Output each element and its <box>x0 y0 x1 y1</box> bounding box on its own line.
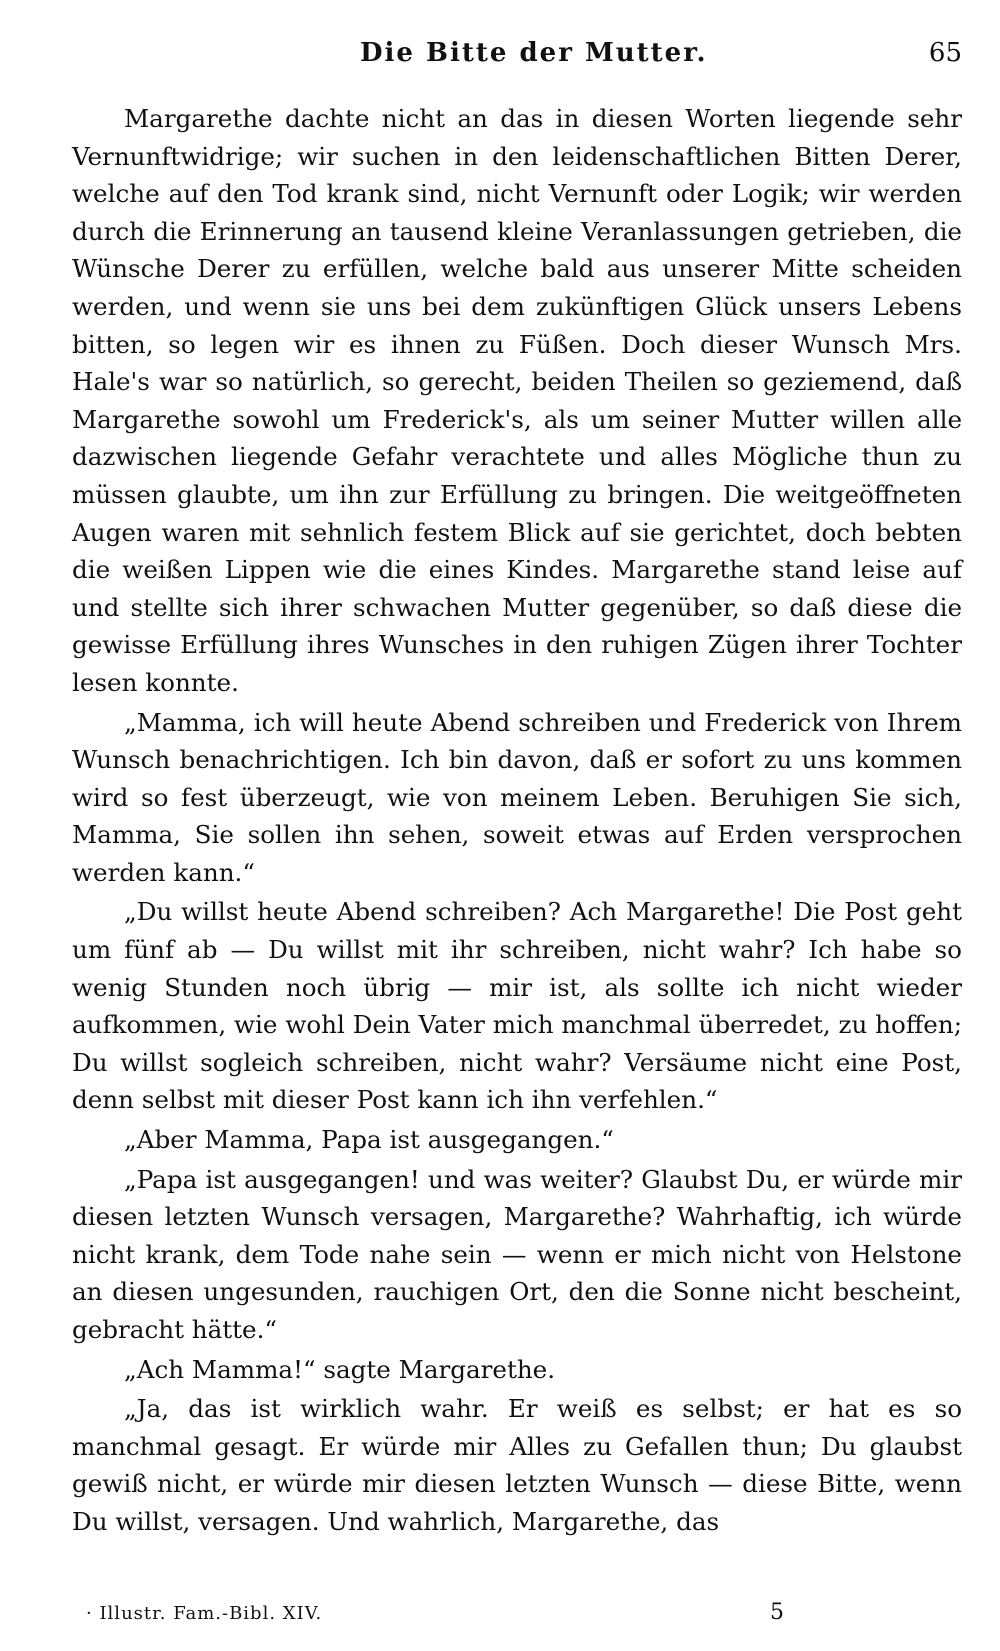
signature-mark: 5 <box>770 1600 784 1625</box>
paragraph: „Papa ist ausgegangen! und was weiter? Glaubst Du, er würde mir diesen letzten Wunsch versagen, Margarethe? Wahrhaftig, ich würde nicht krank, dem Tode nahe sein — wenn er mich nicht von Helstone an diesen ungesunden, rauchigen Ort, den die Sonne nicht bescheint, gebracht hätte.“ <box>72 1164 962 1344</box>
page-number: 65 <box>928 38 962 68</box>
running-title: Die Bitte der Mutter. <box>360 38 708 68</box>
paragraph: Margarethe dachte nicht an das in diesen Worten liegende sehr Vernunftwidrige; wir suchen in den leidenschaftlichen Bitten Derer, welche auf den Tod krank sind, nicht Vernunft oder Logik; wir werden durch die Erinnerung an tausend kleine Veranlassungen getrieben, die Wünsche Derer zu erfüllen, welche bald aus unserer Mitte scheiden werden, und wenn sie uns bei dem zukünftigen Glück unsers Lebens bitten, so legen wir es ihnen zu Füßen. Doch dieser Wunsch Mrs. Hale's war so natürlich, so gerecht, beiden Theilen so geziemend, daß Margarethe sowohl um Frederick's, als um seiner Mutter willen alle dazwischen liegende Gefahr verachtete und alles Mögliche thun zu müssen glaubte, um ihn zur Erfüllung zu bringen. Die weitgeöffneten Augen waren mit sehnlich festem Blick auf sie gerichtet, doch bebten die weißen Lippen wie die eines Kindes. Margarethe stand leise auf und stellte sich ihrer schwachen Mutter gegenüber, so daß diese die gewisse Erfüllung ihres Wunsches in den ruhigen Zügen ihrer Tochter lesen konnte. <box>72 104 962 697</box>
paragraph: „Ja, das ist wirklich wahr. Er weiß es selbst; er hat es so manchmal gesagt. Er würde mir Alles zu Gefallen thun; Du glaubst gewiß nicht, er würde mir diesen letzten Wunsch — diese Bitte, wenn Du willst, versagen. Und wahrlich, Margarethe, das <box>72 1394 962 1536</box>
paragraph: „Ach Mamma!“ sagte Margarethe. <box>124 1354 556 1384</box>
paragraph: „Du willst heute Abend schreiben? Ach Margarethe! Die Post geht um fünf ab — Du willst mit ihr schreiben, nicht wahr? Ich habe so wenig Stunden noch übrig — mir ist, als sollte ich nicht wieder aufkommen, wie wohl Dein Vater mich manchmal überredet, zu hoffen; Du willst sogleich schreiben, nicht wahr? Versäume nicht eine Post, denn selbst mit dieser Post kann ich ihn verfehlen.“ <box>72 897 962 1115</box>
body-text <box>72 100 962 1541</box>
printer-signature: · Illustr. Fam.-Bibl. XIV. <box>86 1603 323 1624</box>
paragraph: „Aber Mamma, Papa ist ausgegangen.“ <box>124 1125 614 1155</box>
paragraph: „Mamma, ich will heute Abend schreiben und Frederick von Ihrem Wunsch benachrichtigen. Ich bin davon, daß er sofort zu uns kommen wird so fest überzeugt, wie von meinem Leben. Beruhigen Sie sich, Mamma, Sie sollen ihn sehen, soweit etwas auf Erden versprochen werden kann.“ <box>72 707 962 887</box>
